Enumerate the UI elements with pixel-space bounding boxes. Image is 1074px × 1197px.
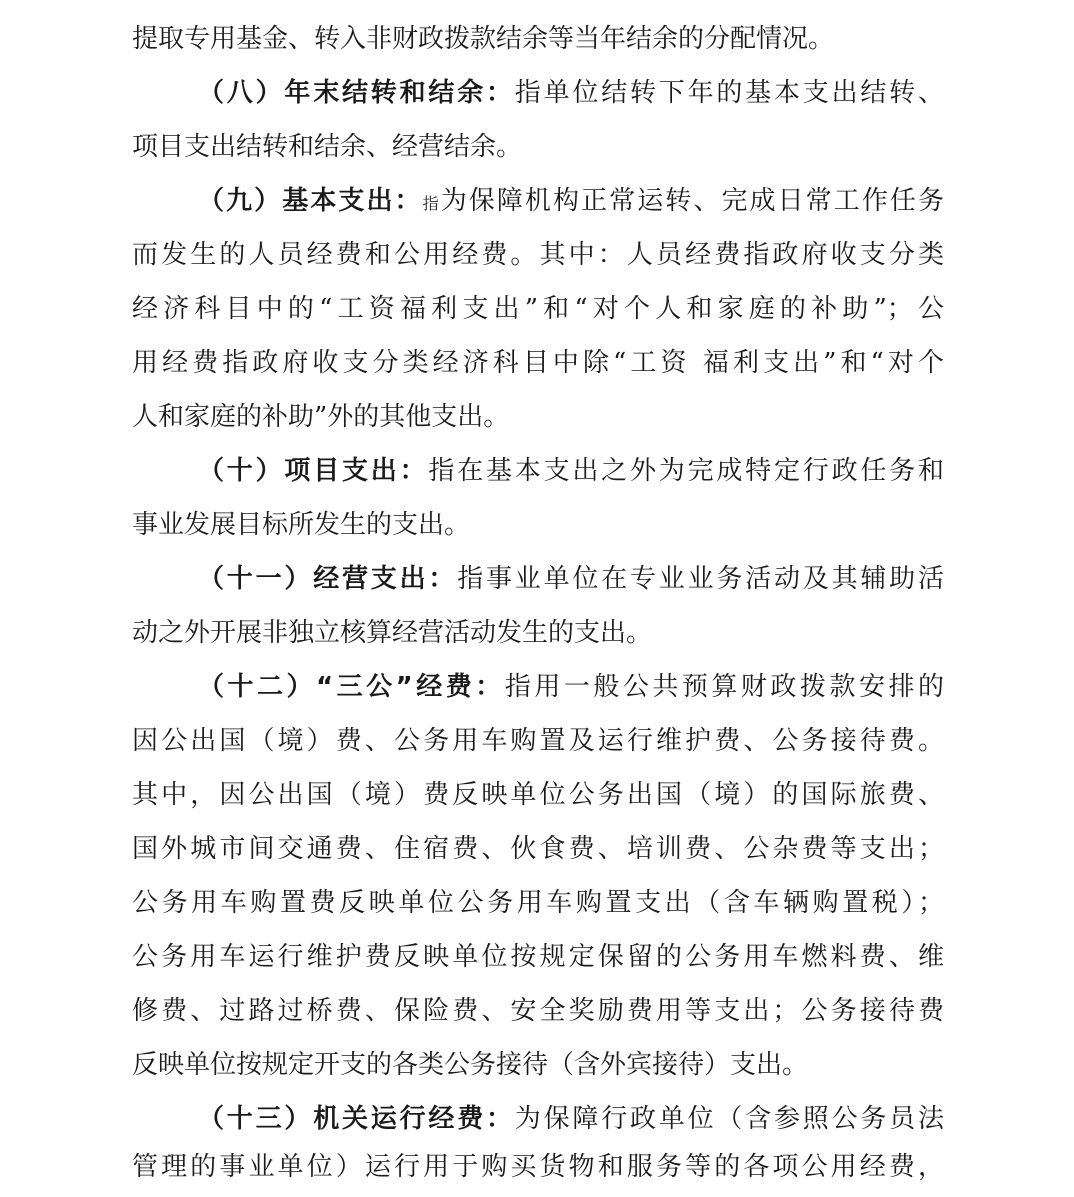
line-text: 其中，因公出国（境）费反映单位公务出国（境）的国际旅费、 <box>132 780 944 810</box>
term-heading-8: （八）年末结转和结余： <box>198 78 515 108</box>
term-heading-9: （九）基本支出： <box>198 186 423 216</box>
line-text: 指事业单位在专业业务活动及其辅助活 <box>457 564 944 594</box>
text-line-15 <box>132 768 944 822</box>
text-line-10 <box>132 498 944 552</box>
line-text: 经济科目中的“工资福利支出”和“对个人和家庭的补助”；公 <box>132 294 944 324</box>
text-line-16 <box>132 822 944 876</box>
small-text: 指 <box>422 194 441 213</box>
text-line-8 <box>132 390 944 444</box>
text-line-5 <box>132 228 944 282</box>
line-text: 公务用车购置费反映单位公务用车购置支出（含车辆购置税）； <box>132 888 944 918</box>
line-text: 用经费指政府收支分类经济科目中除“工资 福利支出”和“对个 <box>132 348 944 378</box>
text-line-6 <box>132 282 944 336</box>
text-line-18 <box>132 930 944 984</box>
line-text: 提取专用基金、转入非财政拨款结余等当年结余的分配情况。 <box>132 24 835 54</box>
line-text: 公务用车运行维护费反映单位按规定保留的公务用车燃料费、维 <box>132 942 944 972</box>
line-text: 项目支出结转和结余、经营结余。 <box>132 132 523 162</box>
text-line-22 <box>132 1140 944 1194</box>
term-heading-13: （十三）机关运行经费： <box>198 1104 515 1134</box>
line-text: 指单位结转下年的基本支出结转、 <box>514 78 944 108</box>
text-line-17 <box>132 876 944 930</box>
term-heading-12: （十二）“三公”经费： <box>198 672 505 702</box>
line-text: 指在基本支出之外为完成特定行政任务和 <box>428 456 944 486</box>
line-text: 为保障行政单位（含参照公务员法 <box>514 1104 944 1134</box>
line-text: 国外城市间交通费、住宿费、伙食费、培训费、公杂费等支出； <box>132 834 944 864</box>
line-text: 修费、过路过桥费、保险费、安全奖励费用等支出；公务接待费 <box>132 996 944 1026</box>
text-line-3 <box>132 120 944 174</box>
text-line-14 <box>132 714 944 768</box>
text-line-12 <box>132 606 944 660</box>
line-text: 动之外开展非独立核算经营活动发生的支出。 <box>132 618 653 648</box>
text-line-1 <box>132 12 944 66</box>
text-line-21 <box>198 1092 944 1146</box>
text-line-20 <box>132 1038 944 1092</box>
line-text: 管理的事业单位）运行用于购买货物和服务等的各项公用经费， <box>132 1152 944 1182</box>
text-line-13 <box>198 660 944 714</box>
term-heading-11: （十一）经营支出： <box>198 564 458 594</box>
line-text: 因公出国（境）费、公务用车购置及运行维护费、公务接待费。 <box>132 726 944 756</box>
line-text: 而发生的人员经费和公用经费。其中：人员经费指政府收支分类 <box>132 240 944 270</box>
text-line-2 <box>198 66 944 120</box>
text-line-4 <box>198 174 944 228</box>
line-text: 反映单位按规定开支的各类公务接待（含外宾接待）支出。 <box>132 1050 809 1080</box>
text-line-19 <box>132 984 944 1038</box>
term-heading-10: （十）项目支出： <box>198 456 429 486</box>
line-text: 指用一般公共预算财政拨款安排的 <box>504 672 944 702</box>
text-line-7 <box>132 336 944 390</box>
text-line-11 <box>198 552 944 606</box>
line-text: 事业发展目标所发生的支出。 <box>132 510 471 540</box>
line-text: 人和家庭的补助”外的其他支出。 <box>132 402 510 432</box>
text-line-9 <box>198 444 944 498</box>
line-text: 为保障机构正常运转、完成日常工作任务 <box>440 186 944 216</box>
